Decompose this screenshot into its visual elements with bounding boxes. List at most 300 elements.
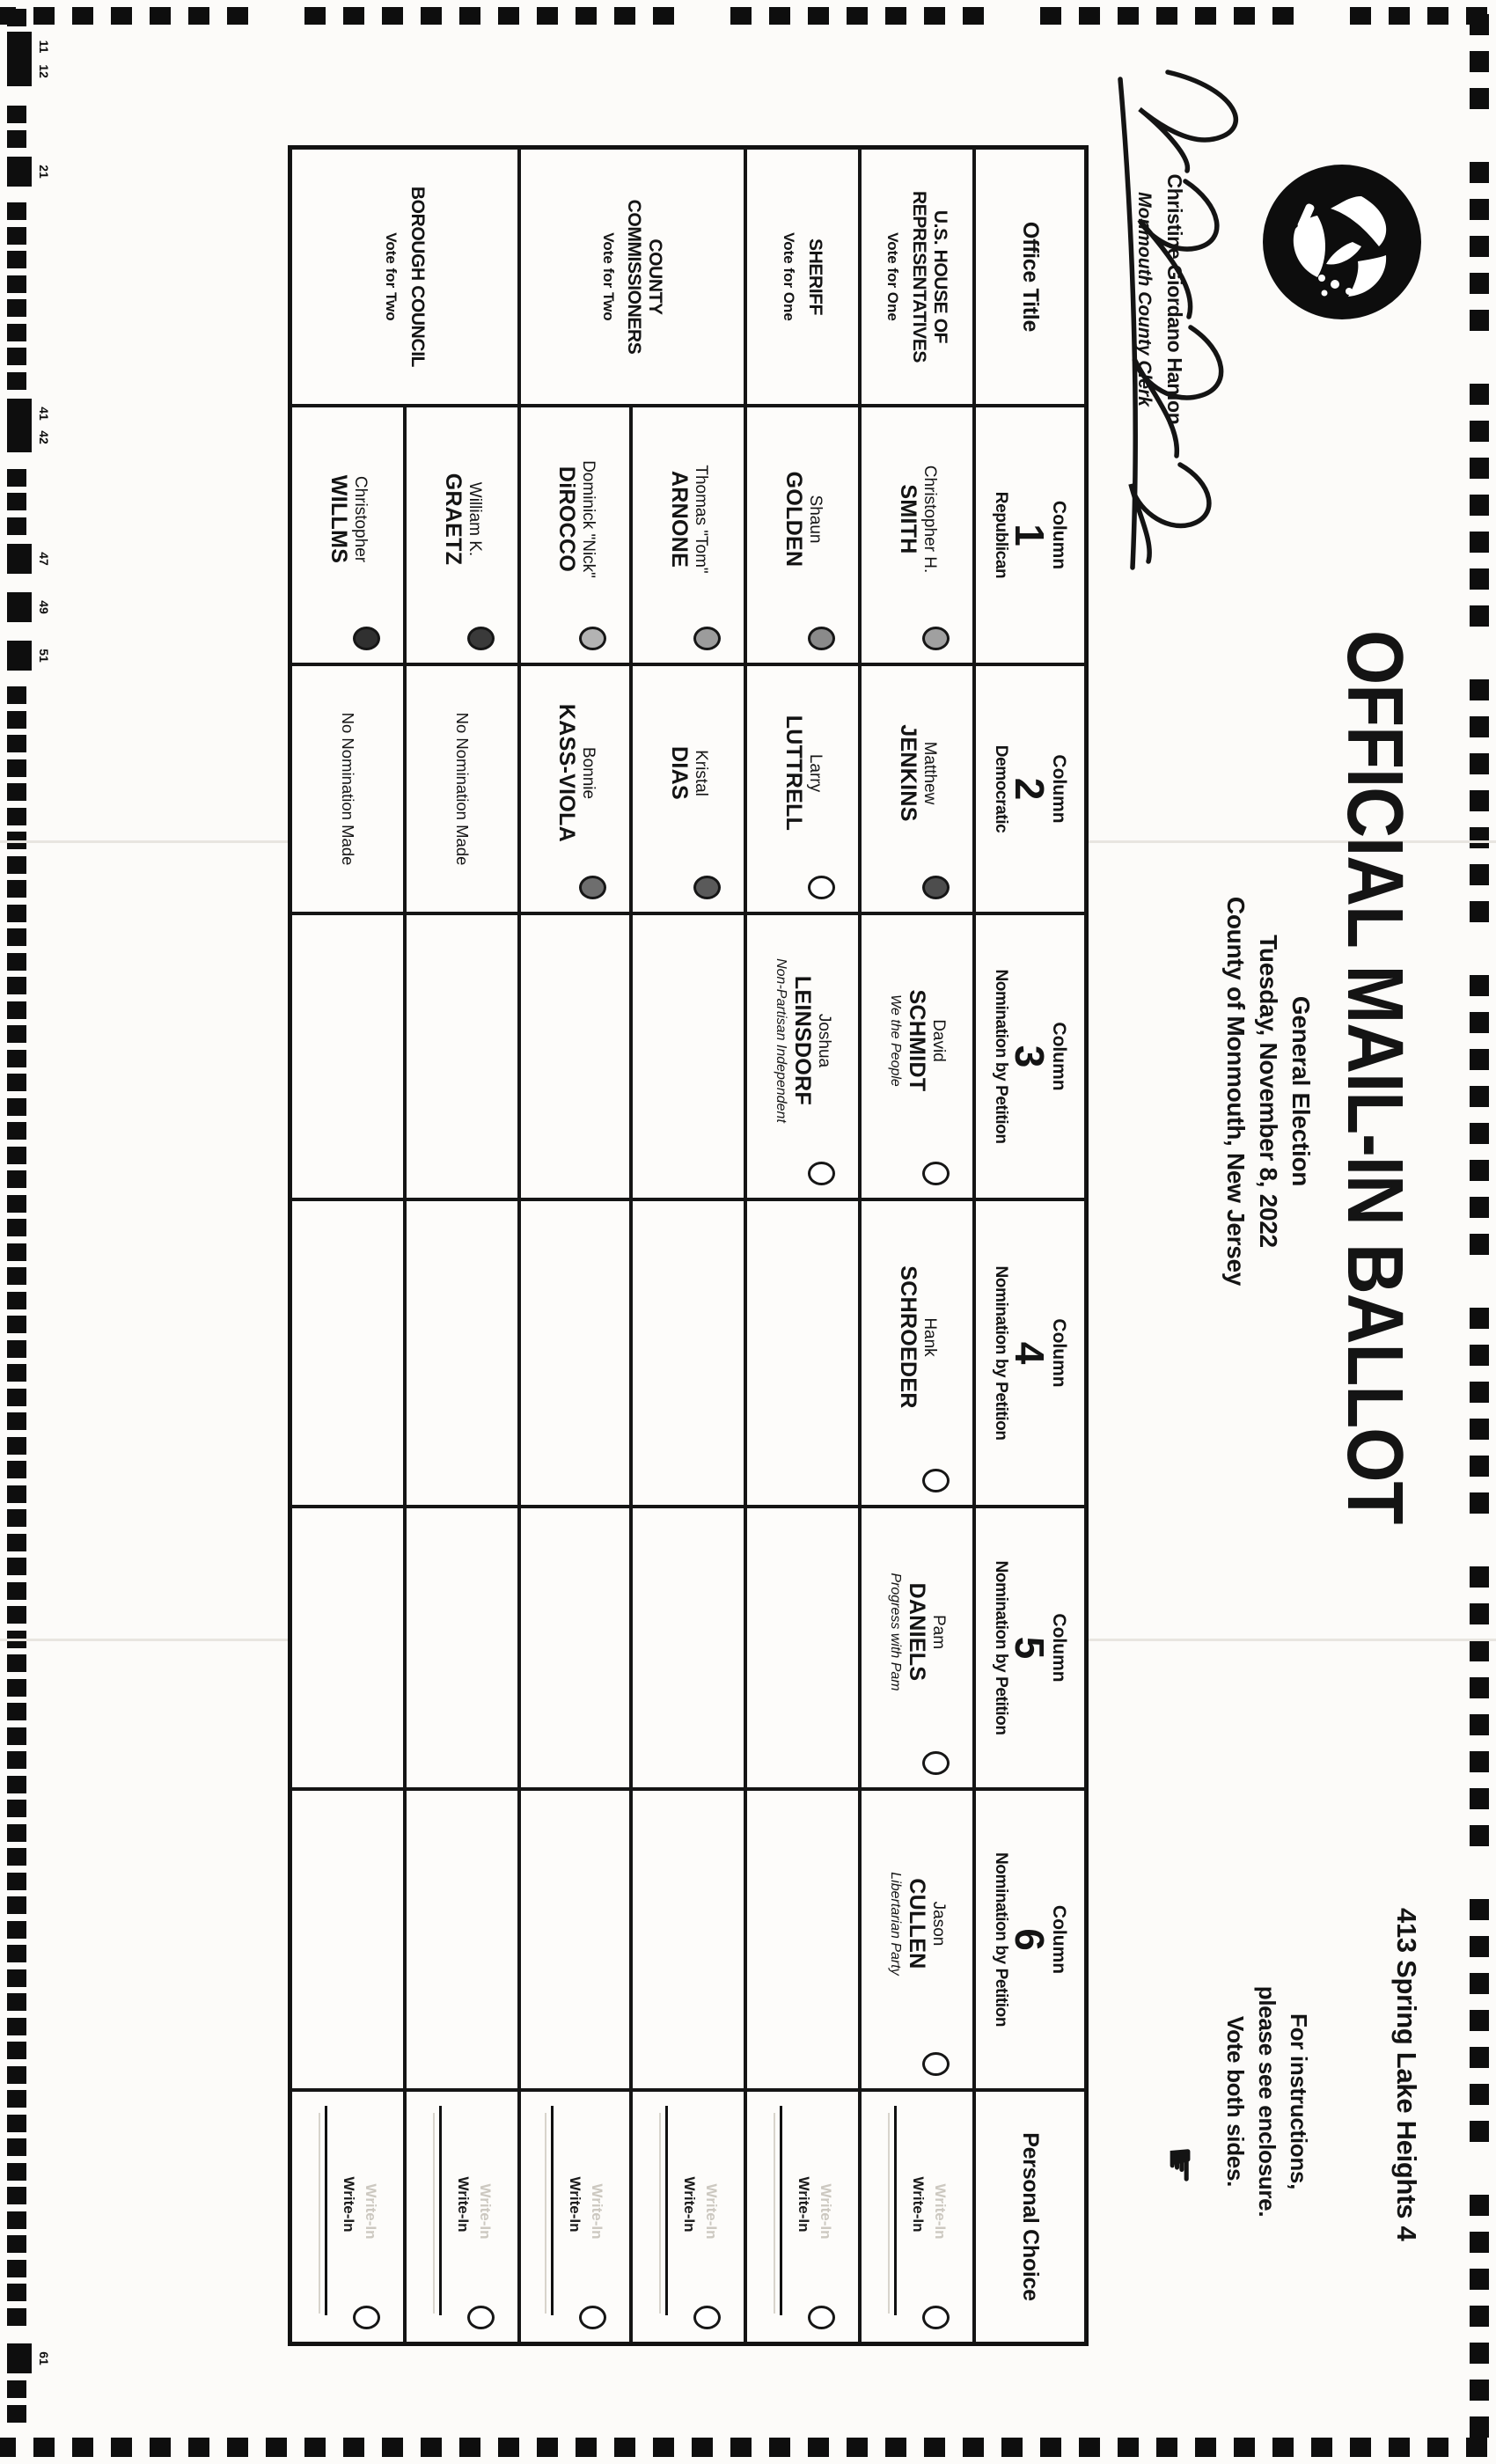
timing-mark	[7, 544, 32, 574]
timing-mark	[7, 1993, 26, 2011]
timing-mark	[33, 7, 55, 25]
no-nomination-label: No Nomination Made	[339, 712, 357, 866]
timing-mark	[924, 7, 945, 25]
timing-mark	[1470, 605, 1489, 627]
timing-mark	[1234, 2438, 1255, 2457]
write-in-cell[interactable]	[631, 2090, 745, 2343]
empty-cell	[290, 913, 405, 1199]
write-in-rule[interactable]	[439, 2106, 442, 2315]
timing-number: 49	[37, 600, 51, 614]
timing-mark	[653, 2438, 674, 2457]
ballot-table	[288, 145, 1089, 2346]
timing-mark	[1195, 2438, 1216, 2457]
timing-mark	[343, 2438, 364, 2457]
timing-mark	[1470, 2380, 1489, 2401]
timing-mark	[7, 1122, 26, 1140]
write-in-rule-ghost	[545, 2113, 546, 2314]
candidate-last-name: DiROCCO	[554, 466, 579, 573]
timing-mark	[7, 2066, 26, 2084]
column-word: Column	[1049, 754, 1070, 824]
timing-mark	[1470, 384, 1489, 405]
write-in-ghost: Write-In	[932, 2183, 949, 2240]
timing-mark	[7, 1147, 26, 1164]
candidate-name-block	[887, 990, 948, 1124]
instructions-line: Vote both sides.	[1222, 2015, 1249, 2188]
timing-mark	[1470, 864, 1489, 885]
timing-mark	[1079, 7, 1100, 25]
oval-kass-viola[interactable]	[579, 876, 606, 899]
oval-daniels[interactable]	[922, 1751, 950, 1775]
timing-mark	[7, 2343, 32, 2373]
oval-schmidt[interactable]	[922, 1162, 950, 1185]
timing-mark	[7, 275, 26, 293]
candidate-cell-cullen	[860, 1789, 974, 2090]
timing-mark	[1470, 273, 1489, 294]
timing-mark	[7, 1751, 26, 1769]
oval-write-in[interactable]	[922, 2306, 950, 2329]
timing-mark	[7, 2284, 26, 2301]
timing-mark	[7, 2308, 26, 2326]
candidate-last-name: LUTTRELL	[781, 715, 807, 832]
candidate-slogan: Progress with Pam	[888, 1573, 903, 1691]
timing-mark	[150, 2438, 171, 2457]
timing-mark	[7, 2235, 26, 2253]
timing-mark	[1470, 532, 1489, 553]
candidate-last-name: SCHROEDER	[896, 1265, 921, 1409]
timing-mark	[1272, 7, 1294, 25]
candidate-cell-golden	[745, 406, 860, 664]
personal-choice-label: Personal Choice	[1018, 2132, 1043, 2301]
timing-mark	[498, 7, 519, 25]
timing-mark	[1470, 1899, 1489, 1920]
timing-mark	[1470, 975, 1489, 996]
clerk-title: Monmouth County Clerk	[1134, 192, 1155, 407]
timing-mark	[1470, 236, 1489, 257]
write-in-ghost: Write-In	[477, 2183, 494, 2240]
timing-number: 21	[37, 165, 51, 179]
timing-mark	[7, 1558, 26, 1575]
timing-mark	[1470, 827, 1489, 848]
candidate-first-name: Shaun	[806, 495, 825, 544]
empty-cell	[631, 1507, 745, 1789]
timing-mark	[7, 1848, 26, 1866]
oval-jenkins[interactable]	[922, 876, 950, 899]
candidate-cell-willms	[290, 406, 405, 664]
timing-mark	[7, 1800, 26, 1817]
column-word: Column	[1049, 1022, 1070, 1091]
timing-mark	[769, 7, 790, 25]
timing-mark	[963, 2438, 984, 2457]
timing-mark	[1470, 901, 1489, 922]
instructions-line: For instructions,	[1286, 2013, 1312, 2190]
timing-mark	[7, 1243, 26, 1261]
timing-mark	[1040, 7, 1061, 25]
timing-mark	[1234, 7, 1255, 25]
timing-mark	[7, 711, 26, 729]
write-in-label: Write-In	[455, 2176, 472, 2233]
timing-mark	[614, 2438, 635, 2457]
timing-mark	[382, 2438, 403, 2457]
timing-mark	[885, 7, 906, 25]
oval-smith[interactable]	[922, 627, 950, 650]
empty-cell	[631, 913, 745, 1199]
timing-mark	[7, 2090, 26, 2108]
timing-mark	[885, 2438, 906, 2457]
candidate-cell-leinsdorf	[745, 913, 860, 1199]
header-column-4	[974, 1199, 1086, 1507]
write-in-label: Write-In	[681, 2176, 698, 2233]
timing-mark	[7, 783, 26, 801]
timing-mark	[7, 2260, 26, 2277]
timing-mark	[7, 808, 26, 825]
empty-cell	[745, 1507, 860, 1789]
office-name: SHERIFF	[804, 238, 825, 316]
timing-mark	[537, 2438, 558, 2457]
candidate-name-block	[441, 473, 483, 598]
timing-mark	[7, 1606, 26, 1624]
election-info	[1220, 889, 1317, 1294]
candidate-cell-arnone	[631, 406, 745, 664]
write-in-cell[interactable]	[290, 2090, 405, 2343]
timing-mark	[1470, 88, 1489, 109]
oval-write-in[interactable]	[693, 2306, 721, 2329]
timing-mark	[1470, 1234, 1489, 1255]
candidate-last-name: ARNONE	[667, 470, 693, 568]
office-name: COUNTY COMMISSIONERS	[624, 199, 666, 355]
timing-mark	[7, 299, 26, 317]
office-cell-county-commissioners	[519, 148, 745, 406]
write-in-ghost: Write-In	[363, 2183, 379, 2240]
timing-mark	[7, 1074, 26, 1091]
empty-cell	[745, 1789, 860, 2090]
candidate-first-name: Larry	[806, 753, 825, 793]
timing-mark	[1311, 2438, 1332, 2457]
timing-mark	[382, 7, 403, 25]
candidate-cell-schmidt	[860, 913, 974, 1199]
timing-mark	[7, 157, 32, 187]
clerk-signature-icon	[1104, 26, 1272, 590]
write-in-rule-ghost	[659, 2113, 661, 2314]
timing-mark	[1427, 2438, 1448, 2457]
write-in-ghost: Write-In	[818, 2183, 834, 2240]
header-column-6	[974, 1789, 1086, 2090]
timing-number: 11	[37, 40, 51, 54]
candidate-name-block	[326, 475, 369, 595]
timing-mark	[7, 2163, 26, 2181]
timing-mark	[1470, 1973, 1489, 1994]
candidate-last-name: SCHMIDT	[905, 989, 930, 1092]
timing-mark	[1470, 1160, 1489, 1181]
write-in-cell[interactable]	[405, 2090, 519, 2343]
timing-mark	[1470, 1345, 1489, 1366]
timing-mark	[7, 1969, 26, 1987]
timing-mark	[1427, 7, 1448, 25]
candidate-first-name: Pam	[929, 1614, 949, 1650]
timing-number: 41	[37, 407, 51, 421]
timing-mark	[7, 1873, 26, 1890]
candidate-last-name: GRAETZ	[441, 473, 466, 566]
timing-mark	[1470, 310, 1489, 331]
timing-mark	[7, 1485, 26, 1503]
timing-mark	[7, 130, 26, 148]
timing-number: 61	[37, 2351, 51, 2365]
timing-mark	[1470, 2232, 1489, 2253]
no-nomination-cell	[290, 664, 405, 913]
timing-mark	[7, 928, 26, 946]
candidate-cell-luttrell	[745, 664, 860, 913]
candidate-first-name: Thomas "Tom"	[692, 465, 711, 574]
timing-mark	[7, 1654, 26, 1672]
timing-mark	[7, 2042, 26, 2059]
candidate-slogan: Libertarian Party	[888, 1872, 903, 1976]
timing-mark	[266, 2438, 287, 2457]
oval-dias[interactable]	[693, 876, 721, 899]
column-party: Nomination by Petition	[991, 1852, 1010, 2028]
oval-write-in[interactable]	[808, 2306, 835, 2329]
timing-mark	[7, 1219, 26, 1236]
timing-mark	[7, 1679, 26, 1697]
candidate-name-block	[781, 472, 824, 599]
oval-golden[interactable]	[808, 627, 835, 650]
timing-mark	[924, 2438, 945, 2457]
timing-mark	[7, 2018, 26, 2035]
timing-mark	[1470, 2084, 1489, 2105]
write-in-rule[interactable]	[325, 2106, 327, 2315]
candidate-name-block	[896, 466, 938, 605]
timing-mark	[33, 2438, 55, 2457]
timing-mark	[304, 2438, 326, 2457]
empty-cell	[290, 1507, 405, 1789]
timing-mark	[7, 202, 26, 220]
oval-arnone[interactable]	[693, 627, 721, 650]
timing-mark	[1470, 1123, 1489, 1144]
timing-mark	[1470, 753, 1489, 774]
vote-for-label: Vote for One	[884, 232, 902, 321]
timing-mark	[111, 2438, 132, 2457]
timing-mark	[1272, 2438, 1294, 2457]
timing-mark	[1470, 1677, 1489, 1698]
timing-mark	[227, 2438, 248, 2457]
candidate-first-name: Christopher	[351, 475, 370, 563]
candidate-first-name: Matthew	[920, 741, 940, 805]
timing-mark	[7, 2187, 26, 2204]
column-number: 6	[1007, 1928, 1053, 1951]
timing-mark	[7, 1098, 26, 1116]
timing-mark	[7, 2138, 26, 2156]
oval-write-in[interactable]	[579, 2306, 606, 2329]
timing-mark	[1470, 1714, 1489, 1735]
candidate-name-block	[554, 460, 596, 610]
column-number: 1	[1007, 524, 1053, 546]
timing-mark	[1470, 1086, 1489, 1107]
candidate-last-name: CULLEN	[905, 1878, 930, 1969]
timing-mark	[7, 1921, 26, 1939]
empty-cell	[631, 1789, 745, 2090]
oval-schroeder[interactable]	[922, 1469, 950, 1492]
timing-mark	[7, 1703, 26, 1720]
election-name: General Election	[1287, 995, 1315, 1187]
empty-cell	[405, 1789, 519, 2090]
timing-number: 47	[37, 552, 51, 566]
timing-mark	[1470, 1825, 1489, 1846]
candidate-cell-jenkins	[860, 664, 974, 913]
timing-mark	[7, 592, 32, 622]
timing-mark	[459, 2438, 480, 2457]
timing-mark	[1040, 2438, 1061, 2457]
office-name: BOROUGH COUNCIL	[407, 186, 428, 368]
timing-mark	[498, 2438, 519, 2457]
write-in-label: Write-In	[796, 2176, 812, 2233]
county-seal-icon	[1260, 163, 1423, 321]
election-place: County of Monmouth, New Jersey	[1222, 896, 1250, 1287]
write-in-label: Write-In	[341, 2176, 357, 2233]
instructions-block	[1220, 1952, 1315, 2251]
timing-mark	[72, 7, 93, 25]
candidate-first-name: Bonnie	[578, 746, 598, 800]
oval-willms[interactable]	[353, 627, 380, 650]
timing-mark	[1470, 1012, 1489, 1033]
timing-mark	[7, 1412, 26, 1430]
write-in-rule[interactable]	[665, 2106, 668, 2315]
timing-mark	[7, 1364, 26, 1382]
timing-mark	[7, 1292, 26, 1309]
timing-mark	[7, 493, 26, 510]
timing-mark	[963, 7, 984, 25]
timing-mark	[7, 251, 26, 268]
timing-mark	[1470, 716, 1489, 737]
timing-mark	[7, 1509, 26, 1527]
write-in-rule[interactable]	[780, 2106, 782, 2315]
write-in-cell[interactable]	[519, 2090, 631, 2343]
timing-mark	[421, 2438, 442, 2457]
column-party: Democratic	[991, 744, 1010, 833]
candidate-name-block	[887, 1872, 948, 2006]
timing-mark	[7, 348, 26, 365]
timing-mark	[7, 56, 32, 86]
empty-cell	[405, 1199, 519, 1507]
write-in-rule-ghost	[433, 2113, 435, 2314]
write-in-ghost: Write-In	[589, 2183, 605, 2240]
candidate-cell-smith	[860, 406, 974, 664]
column-word: Column	[1049, 500, 1070, 570]
oval-write-in[interactable]	[467, 2306, 495, 2329]
timing-number: 12	[37, 64, 51, 78]
timing-mark	[1470, 2269, 1489, 2290]
empty-cell	[519, 1789, 631, 2090]
empty-cell	[519, 1507, 631, 1789]
timing-mark	[7, 1267, 26, 1285]
vote-for-label: Vote for Two	[383, 232, 400, 321]
timing-mark	[1470, 458, 1489, 479]
timing-mark	[7, 905, 26, 922]
timing-mark	[7, 469, 26, 487]
timing-mark	[7, 1195, 26, 1213]
column-word: Column	[1049, 1904, 1070, 1975]
timing-mark	[1470, 2343, 1489, 2364]
write-in-cell[interactable]	[745, 2090, 860, 2343]
empty-cell	[745, 1199, 860, 1507]
timing-mark	[1470, 568, 1489, 590]
timing-mark	[1156, 2438, 1177, 2457]
empty-cell	[631, 1199, 745, 1507]
empty-cell	[290, 1199, 405, 1507]
oval-leinsdorf[interactable]	[808, 1162, 835, 1185]
timing-mark	[343, 7, 364, 25]
timing-mark	[0, 2438, 16, 2457]
empty-cell	[290, 1789, 405, 2090]
pointing-hand-icon: ☛	[1155, 2145, 1205, 2185]
timing-mark	[1350, 2438, 1371, 2457]
column-party: Republican	[991, 491, 1010, 579]
timing-mark	[1470, 2121, 1489, 2142]
write-in-rule[interactable]	[551, 2106, 554, 2315]
timing-mark	[7, 1461, 26, 1478]
timing-mark	[7, 856, 26, 874]
candidate-cell-graetz	[405, 406, 519, 664]
ballot-title: OFFICIAL MAIL-IN BALLOT	[1331, 630, 1419, 1524]
election-date: Tuesday, November 8, 2022	[1255, 935, 1282, 1248]
oval-cullen[interactable]	[922, 2052, 950, 2076]
timing-mark	[1470, 1456, 1489, 1477]
timing-mark	[1470, 1603, 1489, 1624]
candidate-name-block	[773, 958, 833, 1155]
oval-luttrell[interactable]	[808, 876, 835, 899]
timing-mark	[7, 953, 26, 971]
column-number: 4	[1007, 1341, 1053, 1365]
column-word: Column	[1049, 1613, 1070, 1683]
vote-for-label: Vote for One	[781, 232, 798, 321]
candidate-last-name: SMITH	[896, 484, 921, 554]
no-nomination-cell	[405, 664, 519, 913]
write-in-rule-ghost	[319, 2113, 320, 2314]
empty-cell	[405, 913, 519, 1199]
header-column-5	[974, 1507, 1086, 1789]
oval-graetz[interactable]	[467, 627, 495, 650]
timing-mark	[7, 880, 26, 898]
timing-mark	[7, 422, 32, 452]
timing-mark	[808, 2438, 829, 2457]
timing-mark	[421, 7, 442, 25]
timing-mark	[1470, 162, 1489, 183]
timing-mark	[7, 2405, 26, 2423]
oval-write-in[interactable]	[353, 2306, 380, 2329]
oval-dirocco[interactable]	[579, 627, 606, 650]
timing-mark	[1470, 2195, 1489, 2216]
empty-cell	[405, 1507, 519, 1789]
write-in-rule[interactable]	[894, 2106, 897, 2315]
candidate-name-block	[896, 1265, 938, 1440]
timing-mark	[7, 2380, 26, 2398]
timing-mark	[537, 7, 558, 25]
timing-mark	[7, 686, 26, 704]
timing-mark	[1195, 7, 1216, 25]
candidate-first-name: David	[929, 1019, 949, 1062]
column-number: 2	[1007, 777, 1053, 801]
timing-mark	[7, 106, 26, 123]
candidate-cell-kass-viola	[519, 664, 631, 913]
timing-mark	[7, 1896, 26, 1914]
district-label: 413 Spring Lake Heights 4	[1391, 1908, 1422, 2241]
timing-mark	[7, 1534, 26, 1551]
candidate-last-name: GOLDEN	[781, 471, 807, 568]
timing-mark	[730, 7, 752, 25]
timing-mark	[1470, 1640, 1489, 1661]
candidate-name-block	[667, 465, 709, 605]
timing-mark	[1118, 7, 1139, 25]
column-party: Nomination by Petition	[991, 969, 1010, 1144]
write-in-cell[interactable]	[860, 2090, 974, 2343]
candidate-slogan: Non-Partisan Independent	[774, 958, 788, 1123]
